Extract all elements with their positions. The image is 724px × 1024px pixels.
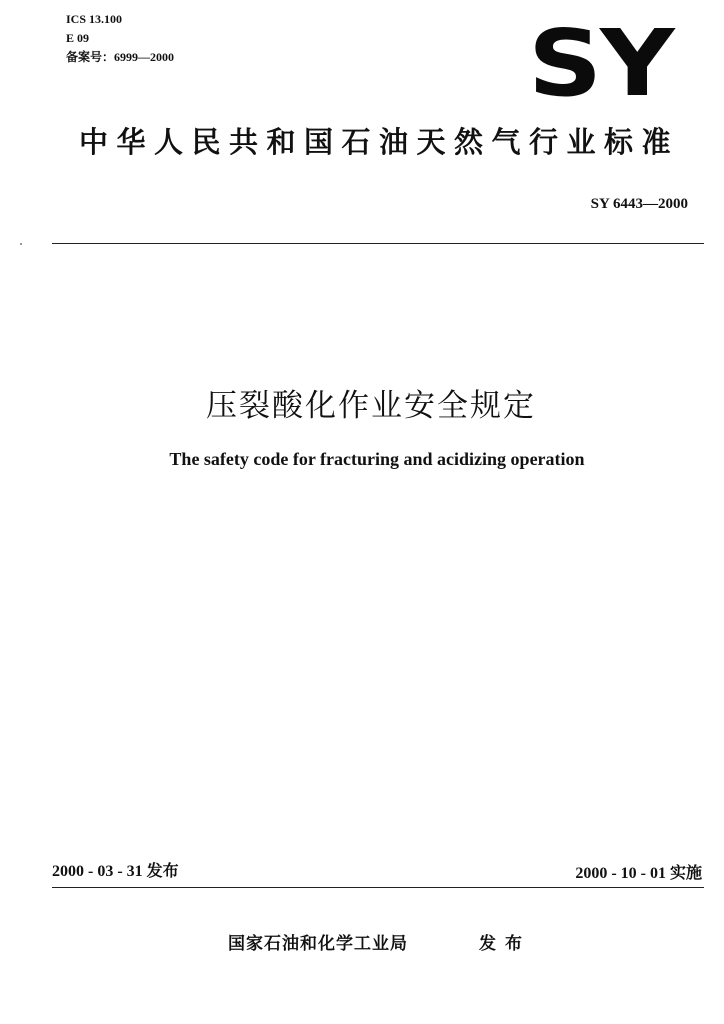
registration-number: 备案号：6999—2000 [66,50,175,64]
document-title-english: The safety code for fracturing and acidizing operation [169,449,585,469]
standard-metadata [66,10,174,67]
scan-speck [20,243,22,245]
top-divider [52,243,704,244]
sy-logo: SY [528,10,673,117]
issue-action: 发布 [479,934,531,954]
issue-date: 2000 - 03 - 31 发布 [52,863,179,880]
document-title-chinese: 压裂酸化作业安全规定 [206,388,536,424]
bottom-divider [52,887,704,888]
implementation-date: 2000 - 10 - 01 实施 [575,865,702,882]
industry-standard-name: 中华人民共和国石油天然气行业标准 [79,125,680,159]
issuing-authority: 国家石油和化学工业局 [228,934,408,954]
ics-code: ICS 13.100 [66,12,123,26]
standard-number: SY 6443—2000 [590,196,688,212]
classification-code: E 09 [66,31,90,45]
